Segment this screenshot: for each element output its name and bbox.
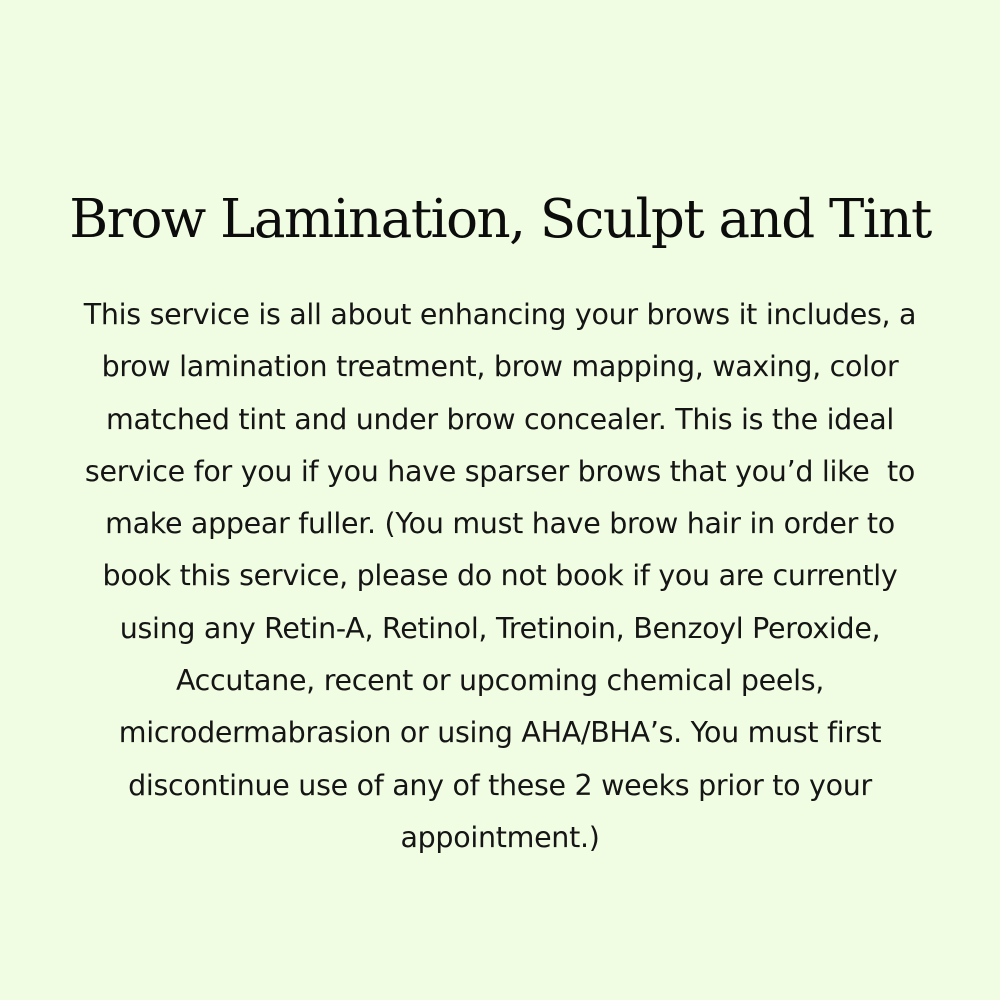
description-line: using any Retin-A, Retinol, Tretinoin, Benzoyl Peroxide, [119,611,881,645]
description-line: microdermabrasion or using AHA/BHA’s. You must first [118,716,882,750]
description-line: make appear fuller. (You must have brow hair in order to [105,507,895,541]
description-line: Accutane, recent or upcoming chemical peels, [175,664,825,698]
description-line: service for you if you have sparser brows that you’d like to [84,454,916,488]
description-line: book this service, please do not book if you are currently [102,559,898,593]
service-description [50,289,950,864]
description-line: matched tint and under brow concealer. This is the ideal [106,402,894,436]
description-line: discontinue use of any of these 2 weeks prior to your [128,768,872,802]
description-line: This service is all about enhancing your brows it includes, a [83,298,917,331]
service-title: Brow Lamination, Sculpt and Tint [69,189,931,250]
description-line: appointment.) [400,820,600,854]
description-line: brow lamination treatment, brow mapping, waxing, color [101,350,899,384]
